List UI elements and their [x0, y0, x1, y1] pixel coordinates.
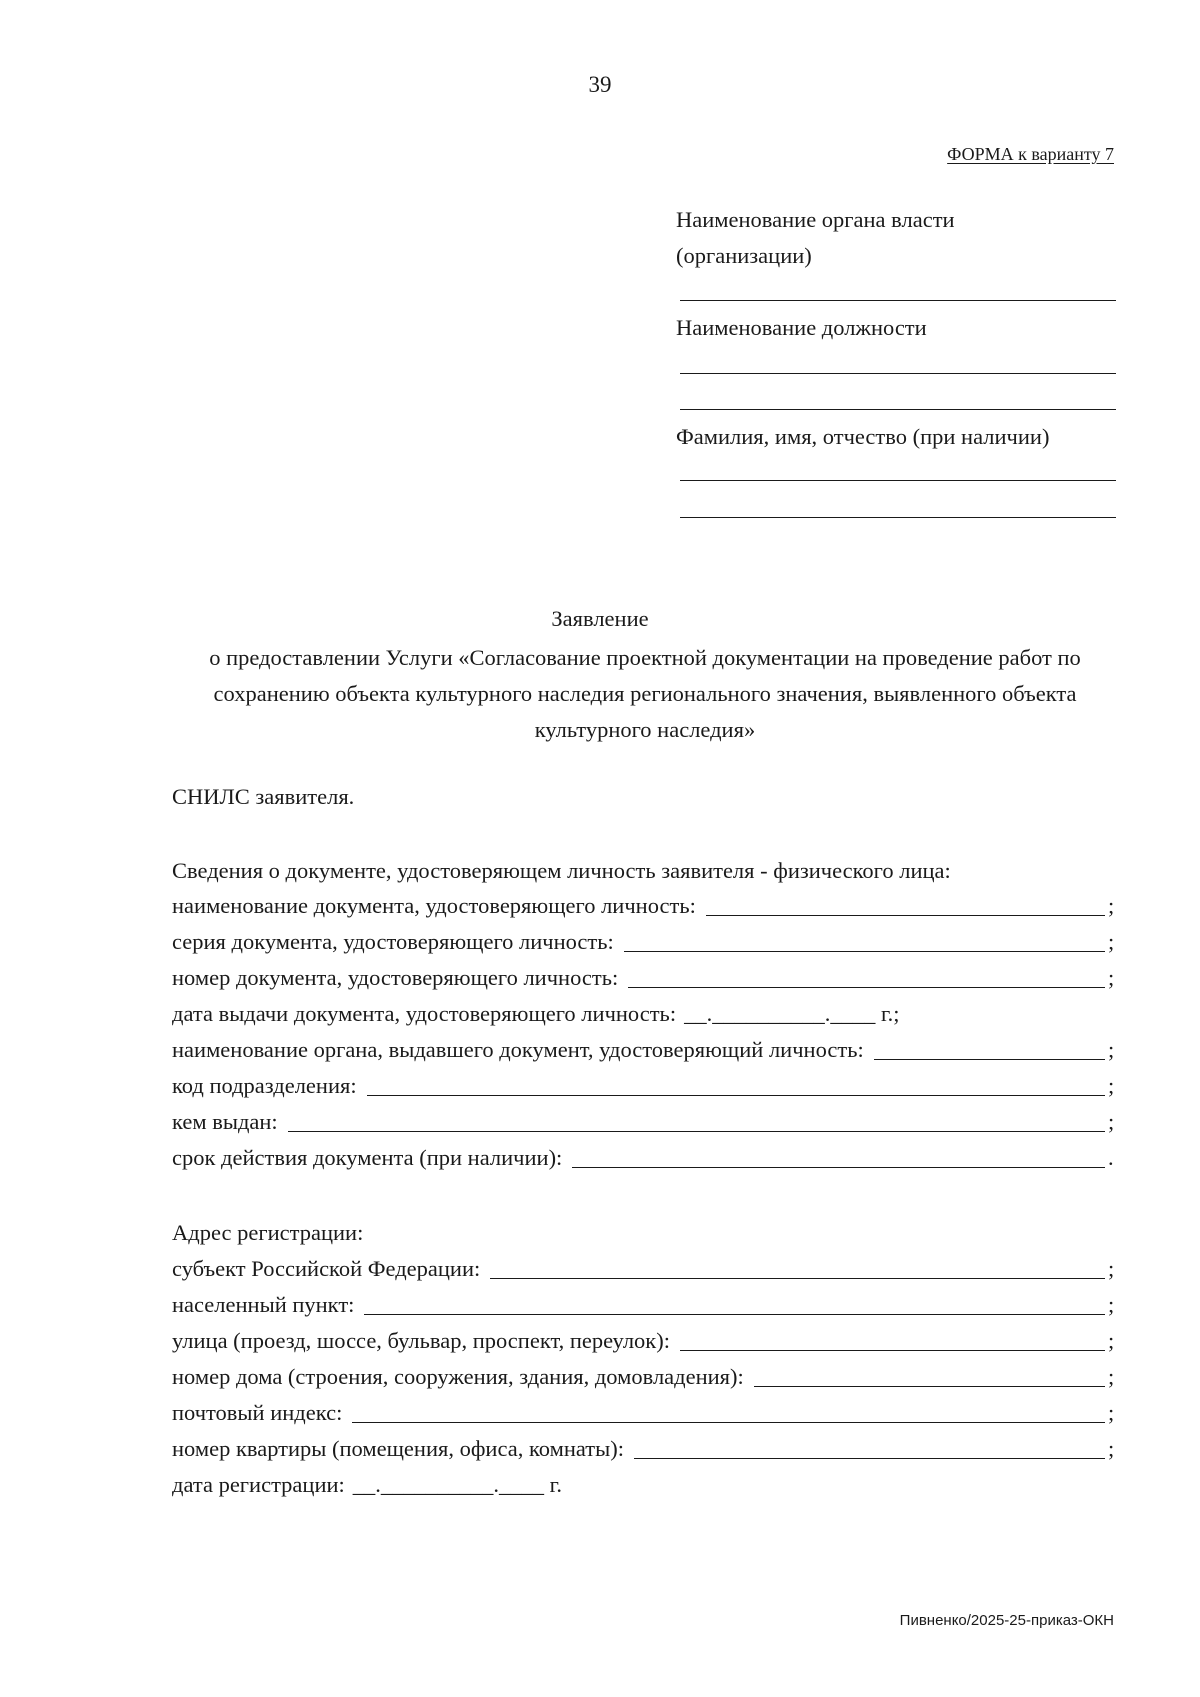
house-field[interactable] [754, 1385, 1105, 1387]
document-subtitle: о предоставлении Услуги «Согласование проектной документации на проведение работ по сохранению объекта культурного наследия регионального значения, выявленного объекта культурного наследия» [209, 645, 1081, 742]
org-name-label [676, 202, 955, 274]
house-label: номер дома (строения, сооружения, здания, домовладения): [172, 1364, 744, 1389]
validity-label: срок действия документа (при наличии): [172, 1145, 563, 1170]
issued-by-row [172, 1107, 1118, 1137]
issuer-name-field[interactable] [874, 1058, 1105, 1060]
address-header-text: Адрес регистрации: [172, 1220, 364, 1245]
number-row [172, 963, 1118, 993]
reg-date-row [172, 1470, 1118, 1500]
street-field[interactable] [680, 1349, 1105, 1351]
subject-row [172, 1254, 1118, 1284]
org-name-line1: Наименование органа власти [676, 207, 955, 232]
postcode-label: почтовый индекс: [172, 1400, 343, 1425]
position-field-line1[interactable] [680, 373, 1116, 374]
apartment-label: номер квартиры (помещения, офиса, комнаты): [172, 1436, 624, 1461]
reg-date-field[interactable]: __.__________.____ г. [352, 1472, 562, 1497]
issuer-name-label: наименование органа, выдавшего документ, удостоверяющий личность: [172, 1037, 864, 1062]
position-label: Наименование должности [676, 315, 927, 340]
semicolon: ; [1108, 1328, 1115, 1353]
locality-field[interactable] [364, 1313, 1105, 1315]
semicolon: ; [1108, 1109, 1115, 1134]
validity-row [172, 1143, 1118, 1173]
locality-label: населенный пункт: [172, 1292, 355, 1317]
number-label: номер документа, удостоверяющего личность: [172, 965, 619, 990]
reg-date-label: дата регистрации: [172, 1472, 345, 1497]
postcode-row [172, 1398, 1118, 1428]
semicolon: ; [1108, 1073, 1115, 1098]
semicolon: ; [1108, 893, 1115, 918]
semicolon: ; [1108, 1292, 1115, 1317]
identity-header [172, 856, 1118, 886]
semicolon: ; [1108, 1364, 1115, 1389]
footer-doc-id: Пивненко/2025-25-приказ-ОКН [899, 1612, 1114, 1629]
semicolon: ; [1108, 1256, 1115, 1281]
snils-label: СНИЛС заявителя. [172, 784, 355, 809]
semicolon: ; [1108, 965, 1115, 990]
fio-field-line1[interactable] [680, 480, 1116, 481]
doc-name-field[interactable] [706, 914, 1105, 916]
semicolon: ; [1108, 1436, 1115, 1461]
issued-by-field[interactable] [288, 1130, 1105, 1132]
fio-label: Фамилия, имя, отчество (при наличии) [676, 424, 1050, 449]
semicolon: ; [1108, 1400, 1115, 1425]
identity-header-text: Сведения о документе, удостоверяющем личность заявителя - физического лица: [172, 858, 951, 883]
apartment-field[interactable] [634, 1457, 1105, 1459]
address-header [172, 1218, 1118, 1248]
series-label: серия документа, удостоверяющего личность: [172, 929, 614, 954]
issuer-name-row [172, 1035, 1118, 1065]
document-title: Заявление [551, 606, 649, 631]
doc-name-row [172, 891, 1118, 921]
form-label: ФОРМА к варианту 7 [947, 144, 1114, 164]
page-number: 39 [588, 72, 612, 97]
subject-field[interactable] [490, 1277, 1105, 1279]
semicolon: ; [1108, 1037, 1115, 1062]
validity-field[interactable] [572, 1166, 1105, 1168]
division-code-field[interactable] [367, 1094, 1105, 1096]
division-code-row [172, 1071, 1118, 1101]
fio-field-line2[interactable] [680, 517, 1116, 518]
issued-by-label: кем выдан: [172, 1109, 278, 1134]
issue-date-label: дата выдачи документа, удостоверяющего личность: [172, 1001, 677, 1026]
division-code-label: код подразделения: [172, 1073, 357, 1098]
subject-label: субъект Российской Федерации: [172, 1256, 481, 1281]
org-name-line2: (организации) [676, 243, 812, 268]
position-field-line2[interactable] [680, 409, 1116, 410]
street-row [172, 1326, 1118, 1356]
doc-name-label: наименование документа, удостоверяющего личность: [172, 893, 696, 918]
semicolon: ; [1108, 929, 1115, 954]
issue-date-field[interactable]: __.__________.____ г.; [684, 1001, 900, 1026]
series-row [172, 927, 1118, 957]
series-field[interactable] [624, 950, 1105, 952]
street-label: улица (проезд, шоссе, бульвар, проспект, переулок): [172, 1328, 670, 1353]
house-row [172, 1362, 1118, 1392]
number-field[interactable] [628, 986, 1105, 988]
issue-date-row [172, 999, 1118, 1029]
snils-line [172, 782, 1118, 812]
apartment-row [172, 1434, 1118, 1464]
org-name-field[interactable] [680, 300, 1116, 301]
postcode-field[interactable] [352, 1421, 1105, 1423]
locality-row [172, 1290, 1118, 1320]
period: . [1108, 1145, 1114, 1170]
